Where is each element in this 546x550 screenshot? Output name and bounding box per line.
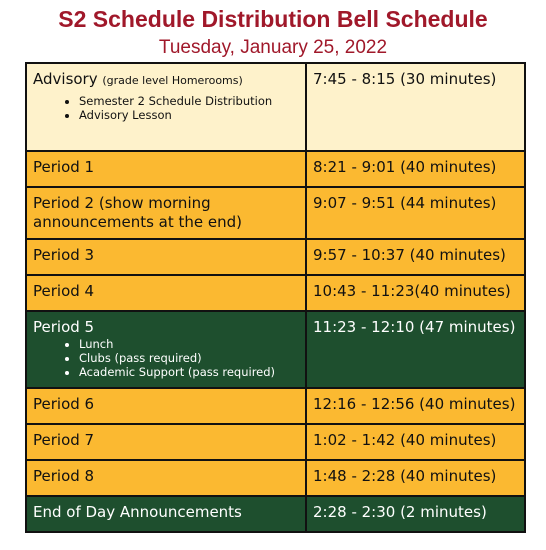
schedule-row-period-5 [26,311,525,388]
page-title: S2 Schedule Distribution Bell Schedule [58,6,488,32]
list-item: • Academic Support (pass required) [79,365,299,379]
period-label-line-2: announcements at the end) [33,213,243,231]
time-cell: 11:23 - 12:10 (47 minutes) [306,311,525,388]
time-cell: 8:21 - 9:01 (40 minutes) [306,151,525,187]
schedule-row-advisory [26,63,525,151]
schedule-row-period-3 [26,239,525,275]
schedule-row-period-1 [26,151,525,187]
list-item: • Clubs (pass required) [79,351,299,365]
period-label: Period 8 [26,460,306,496]
list-item: • Semester 2 Schedule Distribution [79,94,299,108]
time-cell: 2:28 - 2:30 (2 minutes) [306,496,525,532]
period-label: Period 4 [26,275,306,311]
schedule-row-period-2 [26,187,525,239]
period-cell [26,63,306,151]
period-label: Period 3 [26,239,306,275]
list-item: • Advisory Lesson [79,108,299,122]
period-label: End of Day Announcements [26,496,306,532]
schedule-row-period-8 [26,460,525,496]
period-label: Advisory [33,70,98,88]
time-cell: 9:57 - 10:37 (40 minutes) [306,239,525,275]
time-cell: 1:48 - 2:28 (40 minutes) [306,460,525,496]
period-label: Period 5 [33,318,95,336]
time-cell: 1:02 - 1:42 (40 minutes) [306,424,525,460]
bell-schedule-table [25,62,526,533]
advisory-bullet-list [33,94,299,122]
period-5-bullet-list [33,337,299,379]
time-cell: 7:45 - 8:15 (30 minutes) [306,63,525,151]
period-label: Period 6 [26,388,306,424]
time-cell: 10:43 - 11:23(40 minutes) [306,275,525,311]
schedule-row-period-4 [26,275,525,311]
schedule-row-period-6 [26,388,525,424]
schedule-row-period-7 [26,424,525,460]
list-item: • Lunch [79,337,299,351]
period-note: (grade level Homerooms) [102,74,243,87]
schedule-row-end-of-day [26,496,525,532]
time-cell: 12:16 - 12:56 (40 minutes) [306,388,525,424]
period-cell [26,187,306,239]
page-subtitle: Tuesday, January 25, 2022 [158,37,388,58]
period-label: Period 1 [26,151,306,187]
period-cell [26,311,306,388]
period-label-line-1: Period 2 (show morning [33,194,211,212]
time-cell: 9:07 - 9:51 (44 minutes) [306,187,525,239]
period-label: Period 7 [26,424,306,460]
